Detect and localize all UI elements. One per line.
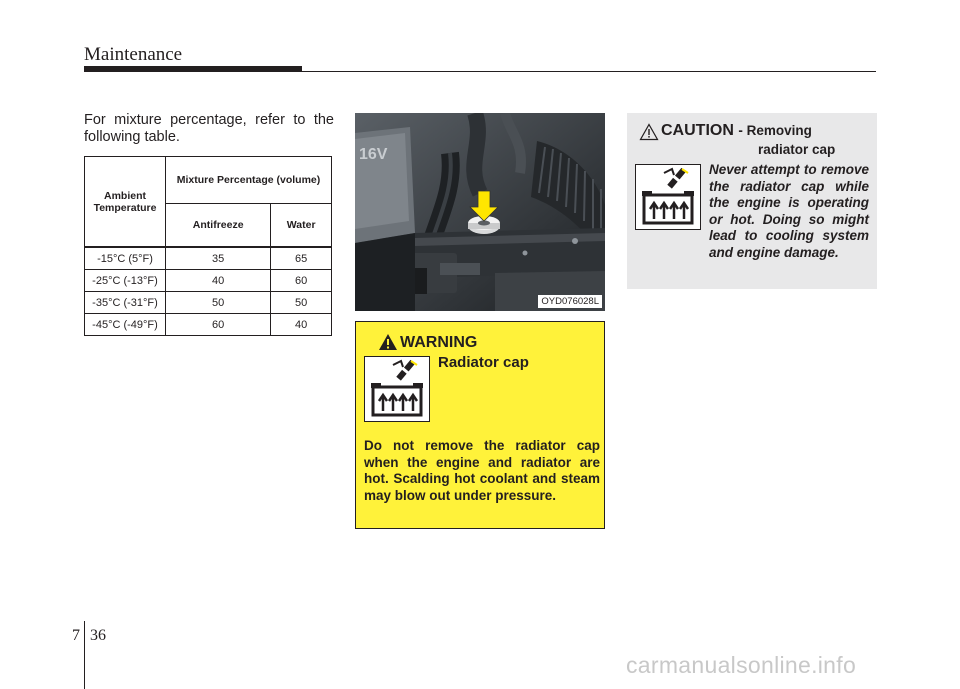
cell-temp: -25°C (-13°F) [85,270,166,292]
cell-water: 60 [271,270,332,292]
table-row [85,314,332,336]
cell-antifreeze: 35 [166,247,271,270]
warning-subtitle: Radiator cap [438,354,529,371]
page-number: 36 [90,627,106,644]
warning-box [355,321,605,529]
caution-box [627,113,877,289]
section-title: Maintenance [84,44,183,65]
caution-title-suffix: - Removing [738,123,812,138]
footer-divider [84,621,85,689]
hot-radiator-cap-icon [635,164,701,230]
caution-subtitle: radiator cap [758,142,836,157]
cell-water: 50 [271,292,332,314]
mixture-table [84,156,332,336]
cell-antifreeze: 50 [166,292,271,314]
caution-triangle-icon [639,123,659,141]
chapter-number: 7 [72,627,80,644]
warning-triangle-icon [378,333,398,351]
cell-water: 65 [271,247,332,270]
col-water: Water [271,204,332,248]
col-mixture-percentage: Mixture Percentage (volume) [166,157,332,204]
col-ambient-temperature: Ambient Temperature [85,157,166,248]
photo-caption: OYD076028L [538,295,602,308]
warning-title: WARNING [400,334,478,351]
col-antifreeze: Antifreeze [166,204,271,248]
cell-antifreeze: 40 [166,270,271,292]
caution-label: CAUTION [661,122,734,139]
cell-water: 40 [271,314,332,336]
engine-bay-photo [355,113,605,311]
intro-text: For mixture percentage, refer to the following table. [84,112,334,145]
engine-bay-illustration [355,113,605,311]
table-row [85,292,332,314]
header-bar [84,66,302,72]
cell-temp: -45°C (-49°F) [85,314,166,336]
header-rule [302,71,876,72]
table-row [85,270,332,292]
warning-body: Do not remove the radiator cap when the engine and radiator are hot. Scalding hot coolant and steam may blow out under pressure. [364,438,600,503]
watermark: carmanualsonline.info [626,652,857,678]
cell-temp: -35°C (-31°F) [85,292,166,314]
caution-body: Never attempt to remove the radiator cap while the engine is operating or hot. Doing so might lead to cooling system and engine damage. [709,162,869,260]
cell-temp: -15°C (5°F) [85,247,166,270]
engine-cover-text: 16V [359,146,388,163]
cell-antifreeze: 60 [166,314,271,336]
table-row [85,247,332,270]
hot-radiator-cap-icon [364,356,430,422]
caution-title [661,122,812,140]
